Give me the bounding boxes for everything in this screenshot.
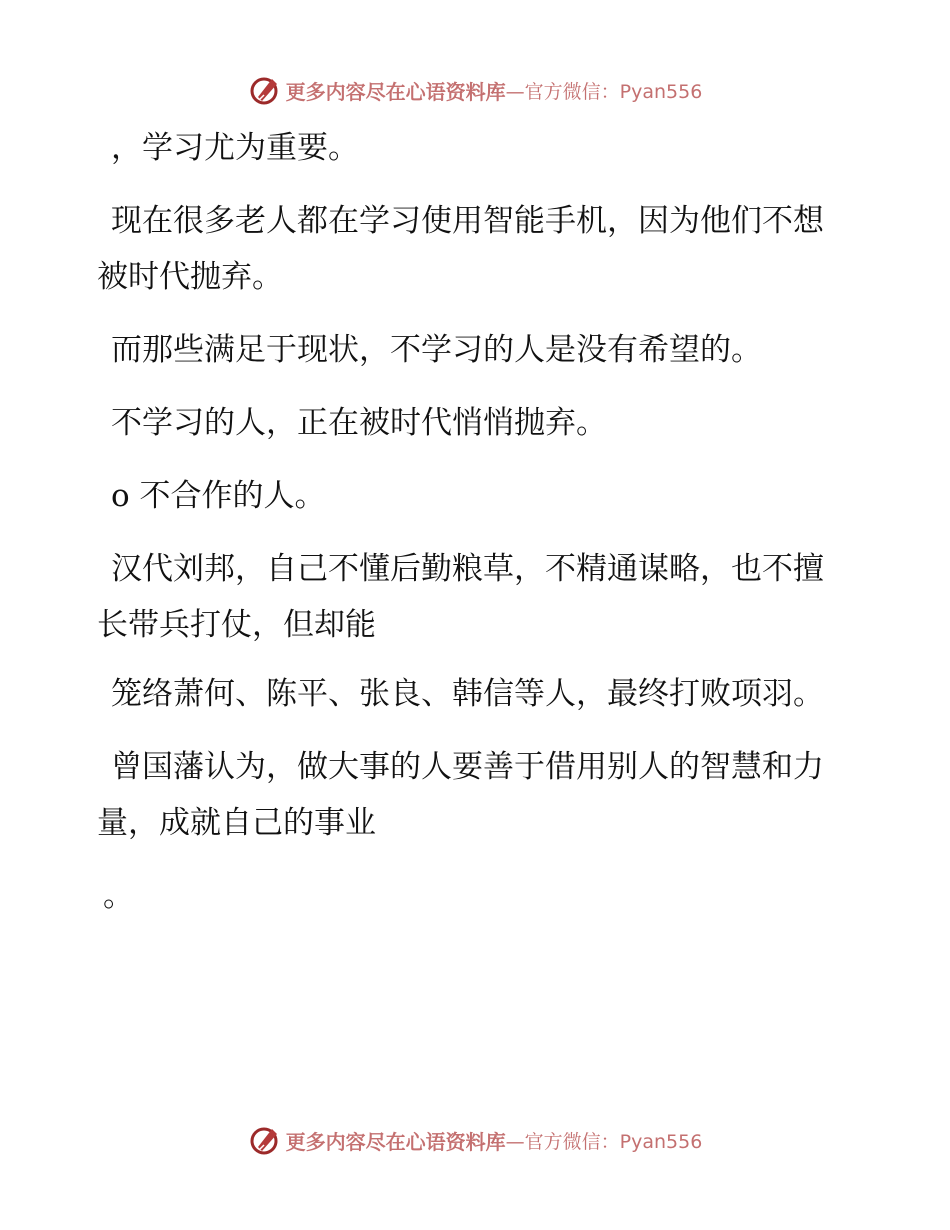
footer-watermark — [0, 1120, 950, 1160]
paragraph-9: 。 — [103, 878, 134, 914]
fountain-pen-icon — [248, 73, 282, 107]
footer-main-text: 更多内容尽在心语资料库 — [285, 1129, 506, 1154]
header-watermark — [0, 70, 950, 110]
header-sub-text: —官方微信：Pyan556 — [505, 80, 703, 103]
paragraph-4: 不学习的人，正在被时代悄悄抛弃。 — [111, 405, 607, 441]
fountain-pen-icon — [248, 1123, 282, 1157]
paragraph-7: 笼络萧何、陈平、张良、韩信等人，最终打败项羽。 — [111, 676, 824, 712]
document-body — [97, 120, 832, 924]
paragraph-1: ，学习尤为重要。 — [111, 130, 359, 166]
paragraph-3: 而那些满足于现状，不学习的人是没有希望的。 — [111, 332, 762, 368]
paragraph-2: 现在很多老人都在学习使用智能手机，因为他们不想被时代抛弃。 — [97, 203, 824, 295]
header-main-text: 更多内容尽在心语资料库 — [285, 79, 506, 104]
paragraph-8: 曾国藩认为，做大事的人要善于借用别人的智慧和力量，成就自己的事业 — [97, 749, 824, 841]
footer-sub-text: —官方微信：Pyan556 — [505, 1130, 703, 1153]
paragraph-5: o 不合作的人。 — [111, 478, 326, 514]
paragraph-6: 汉代刘邦，自己不懂后勤粮草，不精通谋略，也不擅长带兵打仗，但却能 — [97, 551, 824, 643]
